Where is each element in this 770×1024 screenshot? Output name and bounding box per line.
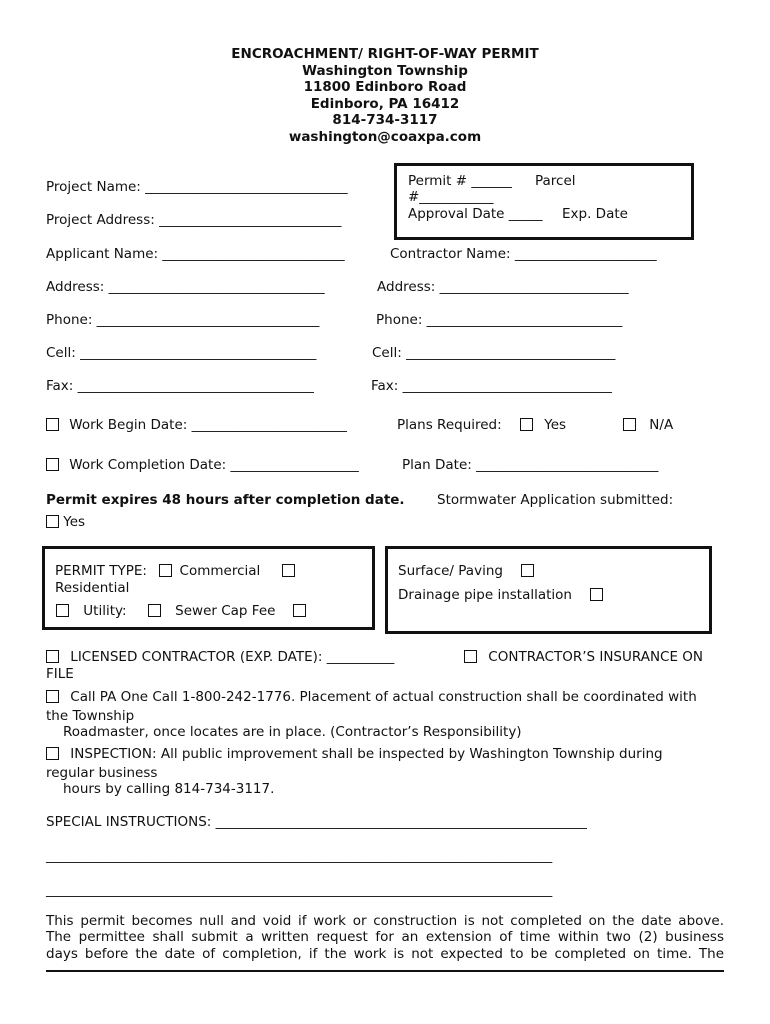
residential-checkbox[interactable] bbox=[282, 564, 295, 577]
insurance-label: CONTRACTOR’S INSURANCE ON bbox=[488, 649, 704, 665]
township-street: 11800 Edinboro Road bbox=[303, 79, 467, 96]
permit-number-field[interactable]: Permit # ______ bbox=[408, 173, 512, 189]
plan-date-field[interactable]: Plan Date: ___________________________ bbox=[402, 457, 659, 473]
footer-rule bbox=[46, 970, 724, 972]
contractor-name-field[interactable]: Contractor Name: _____________________ bbox=[390, 246, 657, 262]
licensed-contractor-field[interactable]: LICENSED CONTRACTOR (EXP. DATE): __________ bbox=[70, 649, 395, 665]
project-name-field[interactable]: Project Name: ______________________________ bbox=[46, 179, 348, 195]
township-name: Washington Township bbox=[302, 62, 468, 79]
utility-label: Utility: bbox=[83, 603, 127, 619]
work-type-box bbox=[385, 546, 712, 634]
pa-one-call-text-2: the Township bbox=[46, 708, 135, 724]
plans-na-label: N/A bbox=[649, 417, 674, 433]
drainage-label: Drainage pipe installation bbox=[398, 587, 572, 603]
drainage-checkbox[interactable] bbox=[590, 588, 603, 601]
inspection-text-3: hours by calling 814-734-3117. bbox=[63, 781, 275, 797]
drainage-row bbox=[398, 587, 603, 603]
contractor-phone-field[interactable]: Phone: _____________________________ bbox=[376, 312, 623, 328]
township-email: washington@coaxpa.com bbox=[288, 128, 482, 145]
permit-info-box bbox=[394, 163, 694, 240]
applicant-address-field[interactable]: Address: ________________________________ bbox=[46, 279, 325, 295]
work-begin-checkbox[interactable] bbox=[46, 418, 59, 431]
insurance-label-cont: FILE bbox=[46, 666, 74, 682]
pa-one-call-row bbox=[46, 689, 697, 705]
sewer-cap-fee-checkbox[interactable] bbox=[293, 604, 306, 617]
plans-yes-checkbox[interactable] bbox=[520, 418, 533, 431]
pa-one-call-text: Call PA One Call 1-800-242-1776. Placement of actual construction shall be coordinated with bbox=[70, 689, 697, 705]
sewer-cap-checkbox[interactable] bbox=[148, 604, 161, 617]
applicant-phone-field[interactable]: Phone: _________________________________ bbox=[46, 312, 320, 328]
approval-date-field[interactable]: Approval Date _____ bbox=[408, 206, 543, 222]
stormwater-yes-checkbox[interactable] bbox=[46, 515, 59, 528]
stormwater-label: Stormwater Application submitted: bbox=[437, 492, 674, 508]
contractor-address-field[interactable]: Address: ____________________________ bbox=[377, 279, 629, 295]
exp-date-label[interactable]: Exp. Date bbox=[562, 206, 628, 222]
stormwater-yes-label: Yes bbox=[63, 514, 86, 530]
project-address-field[interactable]: Project Address: ___________________________ bbox=[46, 212, 342, 228]
special-instructions-line-1[interactable]: ___________________________________________________________________________ bbox=[46, 848, 553, 864]
permit-expiry-note: Permit expires 48 hours after completion date. bbox=[46, 492, 405, 508]
terms-line-3: days before the date of completion, if the work is not expected to be completed on time. The bbox=[46, 945, 724, 962]
plans-na-checkbox[interactable] bbox=[623, 418, 636, 431]
work-begin-row bbox=[46, 417, 347, 433]
plans-yes-option bbox=[520, 417, 566, 433]
sewer-cap-label: Sewer Cap Fee bbox=[175, 603, 276, 619]
utility-row bbox=[56, 603, 306, 619]
inspection-text-2: regular business bbox=[46, 765, 158, 781]
contractor-fax-field[interactable]: Fax: _______________________________ bbox=[371, 378, 612, 394]
licensed-contractor-checkbox[interactable] bbox=[46, 650, 59, 663]
township-phone: 814-734-3117 bbox=[332, 112, 438, 129]
special-instructions-line-2[interactable]: ___________________________________________________________________________ bbox=[46, 882, 553, 898]
licensed-contractor-row bbox=[46, 649, 394, 665]
stormwater-yes-option bbox=[46, 514, 85, 530]
applicant-cell-field[interactable]: Cell: ___________________________________ bbox=[46, 345, 317, 361]
permit-title: ENCROACHMENT/ RIGHT-OF-WAY PERMIT bbox=[231, 46, 539, 62]
work-completion-field[interactable]: Work Completion Date: ___________________ bbox=[69, 457, 359, 473]
plans-yes-label: Yes bbox=[544, 417, 567, 433]
residential-label: Residential bbox=[55, 580, 130, 596]
special-instructions-field[interactable]: SPECIAL INSTRUCTIONS: _______________________________________________________ bbox=[46, 814, 587, 830]
applicant-fax-field[interactable]: Fax: ___________________________________ bbox=[46, 378, 314, 394]
commercial-label: Commercial bbox=[179, 563, 261, 579]
pa-one-call-checkbox[interactable] bbox=[46, 690, 59, 703]
permit-terms-paragraph bbox=[46, 913, 724, 962]
work-completion-checkbox[interactable] bbox=[46, 458, 59, 471]
parcel-number-field[interactable]: #___________ bbox=[408, 189, 494, 205]
work-completion-row bbox=[46, 457, 359, 473]
commercial-checkbox[interactable] bbox=[159, 564, 172, 577]
township-city: Edinboro, PA 16412 bbox=[310, 95, 460, 112]
terms-line-2: The permittee shall submit a written request for an extension of time within two (2) business bbox=[46, 929, 724, 946]
pa-one-call-text-3: Roadmaster, once locates are in place. (Contractor’s Responsibility) bbox=[63, 724, 522, 740]
insurance-row bbox=[464, 649, 703, 665]
plans-na-option bbox=[623, 417, 673, 433]
contractor-cell-field[interactable]: Cell: _______________________________ bbox=[372, 345, 616, 361]
permit-type-box bbox=[42, 546, 375, 630]
insurance-checkbox[interactable] bbox=[464, 650, 477, 663]
inspection-text: INSPECTION: All public improvement shall be inspected by Washington Township during bbox=[70, 746, 663, 762]
applicant-name-field[interactable]: Applicant Name: ___________________________ bbox=[46, 246, 345, 262]
permit-type-row bbox=[55, 563, 295, 579]
work-begin-field[interactable]: Work Begin Date: _______________________ bbox=[69, 417, 347, 433]
parcel-label: Parcel bbox=[535, 173, 576, 189]
surface-paving-checkbox[interactable] bbox=[521, 564, 534, 577]
surface-paving-row bbox=[398, 563, 534, 579]
terms-line-1: This permit becomes null and void if work or construction is not completed on the date above. bbox=[46, 913, 724, 929]
plans-required-label: Plans Required: bbox=[397, 417, 502, 433]
permit-type-label: PERMIT TYPE: bbox=[55, 563, 147, 579]
inspection-checkbox[interactable] bbox=[46, 747, 59, 760]
inspection-row bbox=[46, 746, 663, 762]
document-header bbox=[0, 46, 770, 146]
utility-checkbox[interactable] bbox=[56, 604, 69, 617]
surface-paving-label: Surface/ Paving bbox=[398, 563, 503, 579]
